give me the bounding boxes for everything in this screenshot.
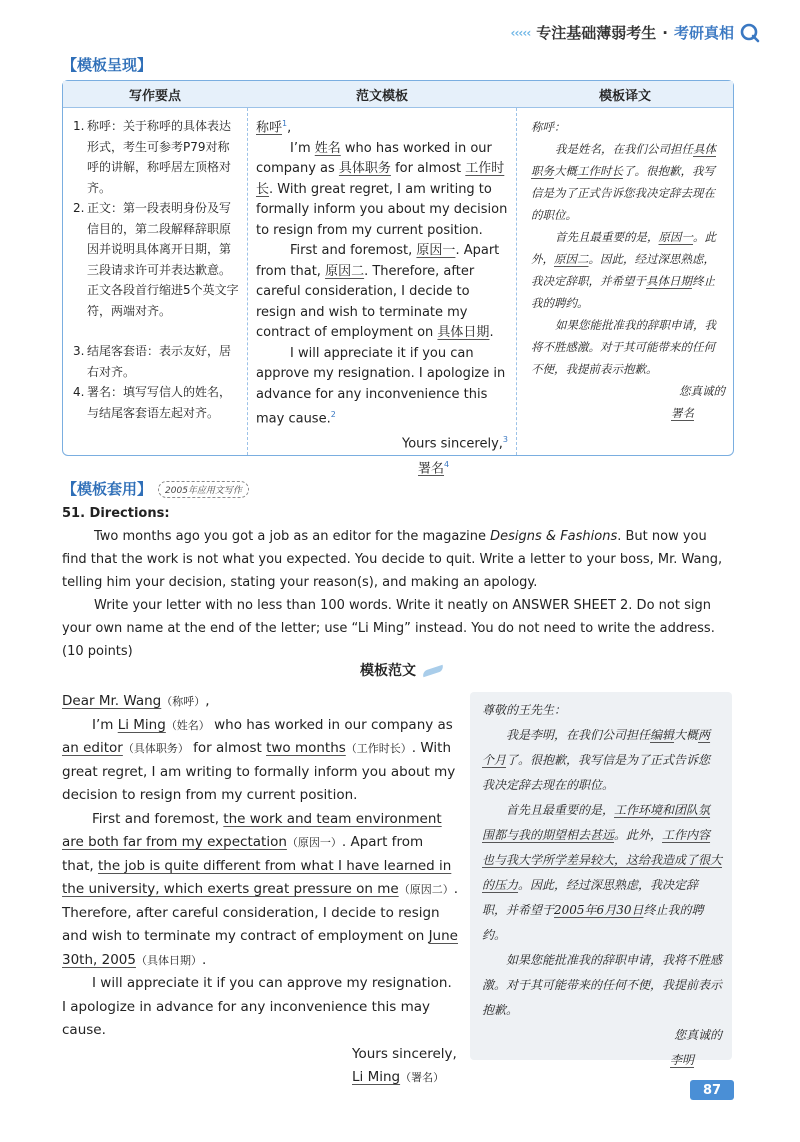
writing-points-column [63, 108, 247, 455]
directions-paragraph-1: Two months ago you got a job as an editor for the magazine Designs & Fashions. But now you find that the work is not what you expected. You decide to quit. Write a letter to your boss, Mr. Wang, telling him your decision, stating your reason(s), and making an apology. [62, 529, 723, 590]
header-subtitle: 专注基础薄弱考生 [536, 24, 657, 42]
leaf-icon [422, 665, 445, 678]
point-item: 2. 正文：第一段表明身份及写信目的，第二段解释辞职原因并说明具体离开日期，第三段请求许可并表达歉意。正文各段首行缩进5个英文字符，两端对齐。 [73, 201, 239, 318]
letter-translation [470, 692, 732, 1067]
translation-paragraph-1: 我是姓名，在我们公司担任具体职务大概工作时长了。很抱歉，我写信是为了正式告诉您我决定辞去现在的职位。 [531, 142, 716, 222]
section-title-template: 【模板呈现】 [62, 56, 153, 74]
translation-paragraph-2: 首先且最重要的是，原因一。此外，原因二。因此，经过深思熟虑，我决定辞职，并希望于具体日期终止我的聘约。 [531, 230, 716, 310]
point-item: 3. 结尾客套语：表示友好，居右对齐。 [73, 344, 232, 379]
header-brand: 考研真相 [673, 24, 734, 42]
letter-translation-paragraph-2: 首先且最重要的是，工作环境和团队氛围都与我的期望相去甚远。此外，工作内容也与我大学所学差异较大，这给我造成了很大的压力。因此，经过深思熟虑，我决定辞职，并希望于2005年6月30日终止我的聘约。 [482, 803, 723, 942]
letter-paragraph-1: I’m Li Ming（姓名） who has worked in our company as an editor（具体职务） for almost two months（工作时长）. With great regret, I am writing to formally inform you about my decision to resign from my current position. [62, 716, 456, 803]
letter-translation-signature: 李明 [670, 1053, 695, 1067]
column-header-template: 范文模板 [355, 88, 408, 104]
header-separator: · [662, 23, 668, 42]
translation-salutation: 称呼： [531, 120, 566, 134]
arrows-icon: ‹‹‹‹‹ [510, 25, 531, 40]
sample-letter [62, 690, 458, 1090]
search-icon [740, 23, 760, 43]
letter-paragraph-2: First and foremost, the work and team environment are both far from my expectation（原因一）. Apart from that, the job is quite different from what I have learned in the university, which exerts great pressure on me（原因二）. Therefore, after careful consideration, I decide to resign and wish to terminate my contract of employment on June 30th, 2005（具体日期）. [62, 810, 458, 968]
letter-paragraph-3: I will appreciate it if you can approve my resignation. I apologize in advance for any inconvenience this may cause. [62, 975, 452, 1038]
template-signature: 署名$^4$ [418, 459, 450, 477]
letter-closing: Yours sincerely, [352, 1045, 457, 1062]
letter-translation-paragraph-1: 我是李明，在我们公司担任编辑大概两个月了。很抱歉，我写信是为了正式告诉您我决定辞去现在的职位。 [482, 728, 711, 792]
template-table [62, 80, 734, 477]
section-title-application: 【模板套用】 2005年应用文写作 [62, 478, 249, 499]
translation-column [517, 108, 733, 455]
page-number: 87 [690, 1080, 734, 1100]
template-column [247, 108, 517, 477]
directions [62, 502, 734, 663]
template-closing: Yours sincerely,$^3$ [401, 435, 508, 452]
template-salutation: 称呼$^1$, [256, 119, 292, 136]
letter-translation-salutation: 尊敬的王先生： [482, 703, 567, 717]
letter-signature: Li Ming（署名） [352, 1069, 445, 1085]
template-paragraph-2: First and foremost, 原因一. Apart from that, 原因二. Therefore, after careful consideration, I decide to resign and wish to terminate my contract of employment on 具体日期. [256, 243, 500, 341]
table-header [63, 81, 733, 108]
translation-paragraph-3: 如果您能批准我的辞职申请，我将不胜感激。对于其可能带来的任何不便，我提前表示抱歉。 [531, 318, 716, 376]
directions-paragraph-2: Write your letter with no less than 100 words. Write it neatly on ANSWER SHEET 2. Do not sign your own name at the end of the letter; use “Li Ming” instead. You do not need to write the address. (10 points) [62, 598, 715, 659]
letter-translation-closing: 您真诚的 [673, 1028, 722, 1042]
column-header-translation: 模板译文 [598, 88, 651, 104]
translation-signature: 署名 [671, 406, 694, 420]
point-item: 4. 署名：填写写信人的姓名，与结尾客套语左起对齐。 [73, 385, 232, 420]
translation-closing: 您真诚的 [679, 384, 725, 398]
letter-salutation: Dear Mr. Wang（称呼）, [62, 693, 210, 709]
template-paragraph-3: I will appreciate it if you can approve my resignation. I apologize in advance for any inconvenience this may cause.$^2$ [256, 345, 506, 427]
template-paragraph-1: I’m 姓名 who has worked in our company as 具体职务 for almost 工作时长. With great regret, I am writing to formally inform you about my decision to resign from my current position. [256, 140, 508, 238]
letter-translation-paragraph-3: 如果您能批准我的辞职申请，我将不胜感激。对于其可能带来的任何不便，我提前表示抱歉。 [482, 953, 723, 1017]
directions-title: 51. Directions: [62, 506, 170, 521]
page-header [511, 22, 760, 43]
sample-title: 模板范文 [360, 660, 444, 680]
point-item: 1. 称呼：关于称呼的具体表达形式，考生可参考P79对称呼的讲解，称呼居左顶格对齐。 [73, 119, 232, 195]
column-header-points: 写作要点 [128, 88, 181, 104]
exam-stamp: 2005年应用文写作 [158, 481, 249, 498]
